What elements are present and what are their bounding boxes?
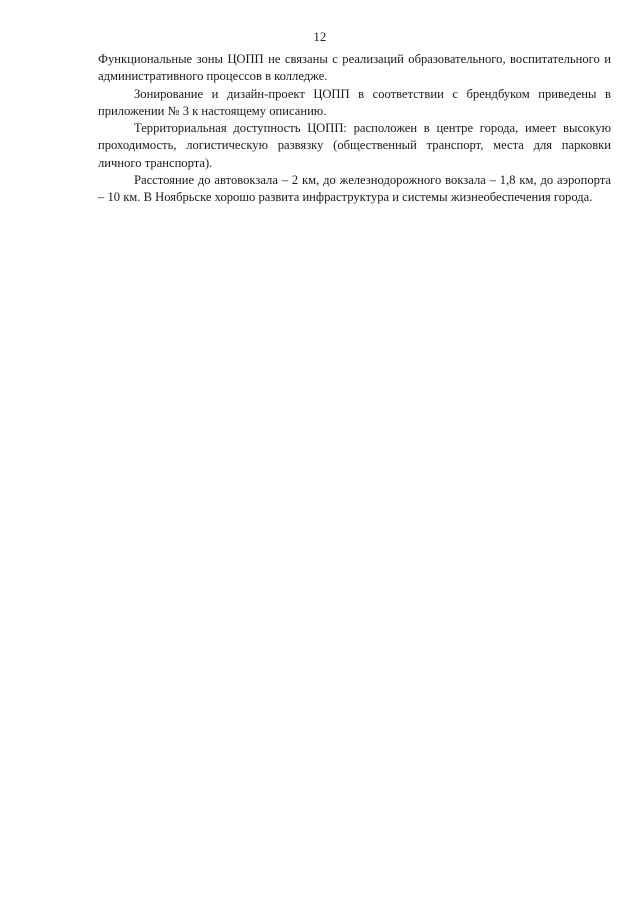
paragraph-territorial-accessibility: Территориальная доступность ЦОПП: расположен в центре города, имеет высокую проходимость, логистическую развязку (общественный транспорт, места для парковки личного транспорта). bbox=[98, 121, 611, 170]
paragraph-zoning-design: Зонирование и дизайн-проект ЦОПП в соответствии с брендбуком приведены в приложении № 3 к настоящему описанию. bbox=[98, 86, 611, 118]
paragraph-functional-zones: Функциональные зоны ЦОПП не связаны с реализаций образовательного, воспитательного и административного процессов в колледже. bbox=[98, 52, 611, 84]
page-number: 12 bbox=[313, 30, 327, 44]
paragraph-distances: Расстояние до автовокзала – 2 км, до железнодорожного вокзала – 1,8 км, до аэропорта – 10 км. В Ноябрьске хорошо развита инфраструктура и системы жизнеобеспечения города. bbox=[98, 173, 611, 205]
document-body bbox=[98, 51, 611, 207]
